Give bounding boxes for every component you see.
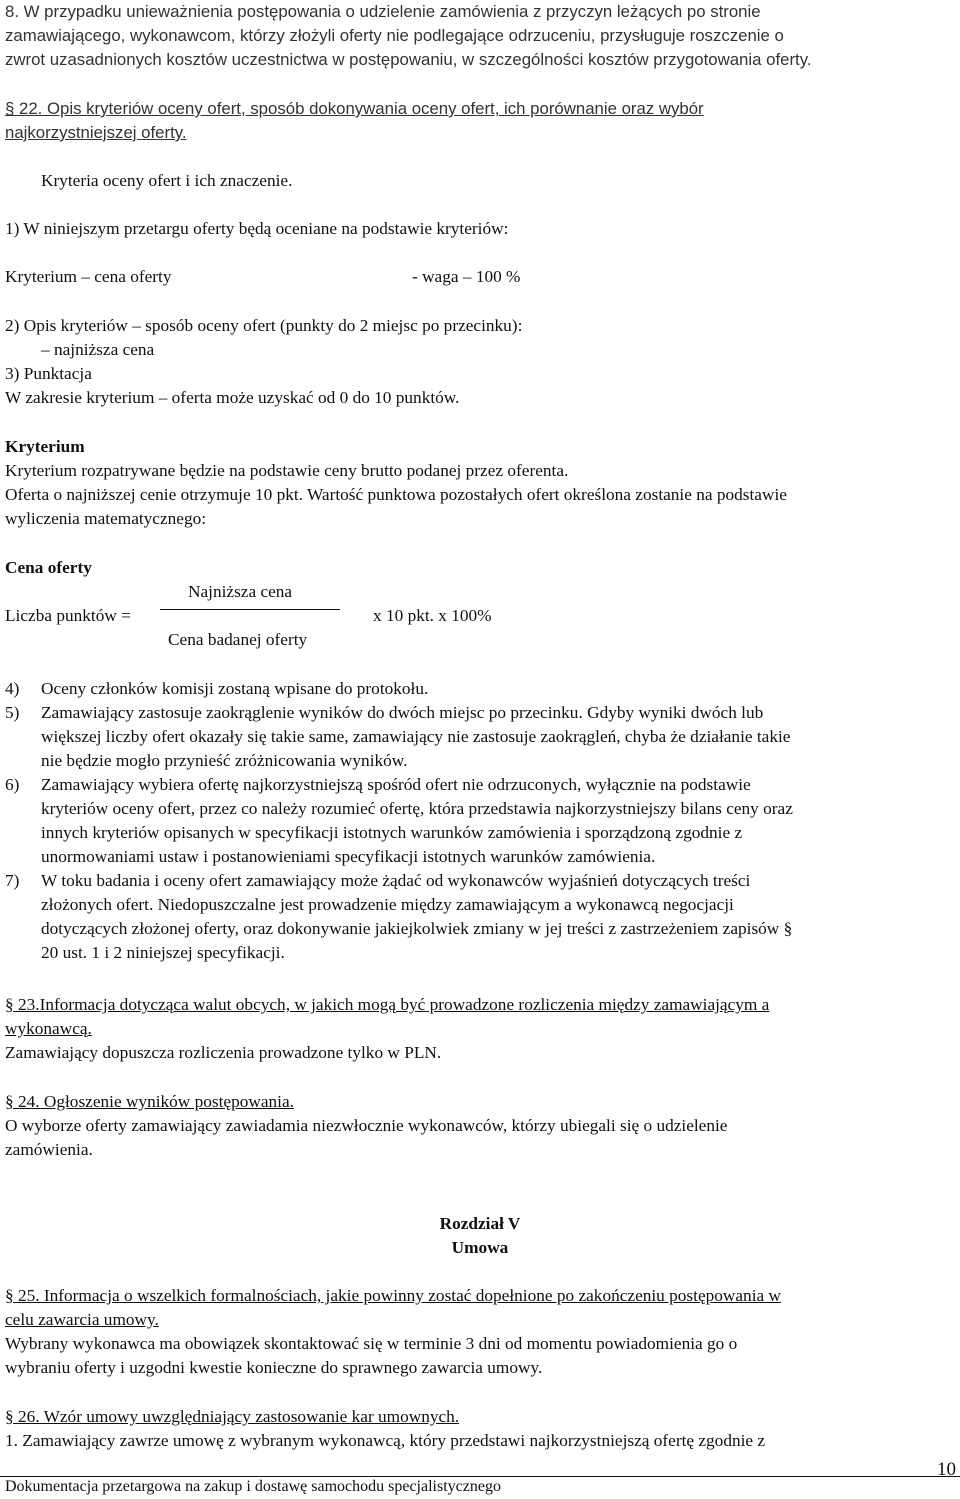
s25-heading-1: § 25. Informacja o wszelkich formalnościach, jakie powinny zostać dopełnione po zakończeniu postępowania w xyxy=(5,1286,781,1305)
criterion-weight: - waga – 100 % xyxy=(412,267,521,286)
s24-text-2: zamówienia. xyxy=(5,1140,93,1159)
list-item-line: W toku badania i oceny ofert zamawiający może żądać od wykonawców wyjaśnień dotyczących treści xyxy=(41,871,751,890)
s26-text-1: 1. Zamawiający zawrze umowę z wybranym wykonawcą, który przedstawi najkorzystniejszą ofertę zgodnie z xyxy=(5,1431,766,1450)
s23-text: Zamawiający dopuszcza rozliczenia prowadzone tylko w PLN. xyxy=(5,1043,442,1062)
list-item-number: 4) xyxy=(5,679,20,698)
s25-text-1: Wybrany wykonawca ma obowiązek skontaktować się w terminie 3 dni od momentu powiadomienia go o xyxy=(5,1334,738,1353)
list-item-line: większej liczby ofert okazały się takie same, zamawiający nie zastosuje zaokrągleń, chyba że działanie takie xyxy=(41,727,791,746)
s22-subheading: Kryteria oceny ofert i ich znaczenie. xyxy=(41,171,293,190)
list-item-line: złożonych ofert. Niedopuszczalne jest prowadzenie między zamawiającym a wykonawcą negocjacji xyxy=(41,895,734,914)
formula-right: x 10 pkt. x 100% xyxy=(373,606,492,625)
s25-heading-2: celu zawarcia umowy. xyxy=(5,1310,159,1329)
kryterium-title: Kryterium xyxy=(5,437,85,456)
formula-left: Liczba punktów = xyxy=(5,606,131,625)
s22-item-3: 3) Punktacja xyxy=(5,364,92,383)
page-number: 10 xyxy=(937,1459,956,1480)
chapter-subtitle: Umowa xyxy=(451,1238,509,1257)
s25-text-2: wybraniu oferty i uzgodni kwestie konieczne do sprawnego zawarcia umowy. xyxy=(5,1358,543,1377)
s24-heading: § 24. Ogłoszenie wyników postępowania. xyxy=(5,1092,294,1111)
s26-heading: § 26. Wzór umowy uwzględniający zastosowanie kar umownych. xyxy=(5,1407,460,1426)
s23-heading-2: wykonawcą. xyxy=(5,1019,92,1038)
list-item-line: Zamawiający wybiera ofertę najkorzystniejszą spośród ofert nie odrzuconych, wyłącznie na podstawie xyxy=(41,775,751,794)
list-item-line: Zamawiający zastosuje zaokrąglenie wyników do dwóch miejsc po przecinku. Gdyby wyniki dwóch lub xyxy=(41,703,764,722)
list-item-line: unormowaniami ustaw i postanowieniami specyfikacji istotnych warunków zamówienia. xyxy=(41,847,656,866)
s24-text-1: O wyborze oferty zamawiający zawiadamia niezwłocznie wykonawców, którzy ubiegali się o udzielenie xyxy=(5,1116,728,1135)
kryterium-line-1: Kryterium rozpatrywane będzie na podstawie ceny brutto podanej przez oferenta. xyxy=(5,461,569,480)
list-item-line: 20 ust. 1 i 2 niniejszej specyfikacji. xyxy=(41,943,285,962)
criterion-left: Kryterium – cena oferty xyxy=(5,267,172,286)
formula-denominator: Cena badanej oferty xyxy=(168,630,308,649)
list-item-number: 5) xyxy=(5,703,20,722)
footer-divider xyxy=(0,1476,960,1477)
list-item-line: dotyczących złożonej oferty, oraz dokonywanie jakiejkolwiek zmiany w jej treści z zastrzeżeniem zapisów § xyxy=(41,919,793,938)
s23-heading-1: § 23.Informacja dotycząca walut obcych, w jakich mogą być prowadzone rozliczenia między zamawiającym a xyxy=(5,995,770,1014)
s8-line-1: 8. W przypadku unieważnienia postępowania o udzielenie zamówienia z przyczyn leżących po stronie xyxy=(5,2,761,21)
list-item-line: Oceny członków komisji zostaną wpisane do protokołu. xyxy=(41,679,429,698)
list-item-number: 6) xyxy=(5,775,20,794)
s22-item-3-text: W zakresie kryterium – oferta może uzyskać od 0 do 10 punktów. xyxy=(5,388,460,407)
s22-item-2: 2) Opis kryteriów – sposób oceny ofert (punkty do 2 miejsc po przecinku): xyxy=(5,316,523,335)
s22-item-1: 1) W niniejszym przetargu oferty będą oceniane na podstawie kryteriów: xyxy=(5,219,509,238)
list-item-line: innych kryteriów opisanych w specyfikacji istotnych warunków zamówienia i sporządzoną zgodnie z xyxy=(41,823,743,842)
list-item-number: 7) xyxy=(5,871,20,890)
s22-item-2-sub: – najniższa cena xyxy=(41,340,155,359)
s8-line-2: zamawiającego, wykonawcom, którzy złożyli oferty nie podlegające odrzuceniu, przysługuje roszczenie o xyxy=(5,26,784,45)
cena-oferty-title: Cena oferty xyxy=(5,558,92,577)
formula-numerator: Najniższa cena xyxy=(188,582,293,601)
footer-text: Dokumentacja przetargowa na zakup i dostawę samochodu specjalistycznego xyxy=(5,1478,501,1495)
list-item-line: nie będzie mogło przynieść zróżnicowania wyników. xyxy=(41,751,408,770)
list-item-line: kryteriów oceny ofert, przez co należy rozumieć ofertę, która przedstawia najkorzystniejszy bilans ceny oraz xyxy=(41,799,793,818)
kryterium-line-3: wyliczenia matematycznego: xyxy=(5,509,207,528)
s8-line-3: zwrot uzasadnionych kosztów uczestnictwa w postępowaniu, w szczególności kosztów przygotowania oferty. xyxy=(5,50,812,69)
chapter-title: Rozdział V xyxy=(439,1214,521,1233)
s22-heading-2: najkorzystniejszej oferty. xyxy=(5,123,187,142)
kryterium-line-2: Oferta o najniższej cenie otrzymuje 10 pkt. Wartość punktowa pozostałych ofert określona zostanie na podstawie xyxy=(5,485,787,504)
s22-heading-1: § 22. Opis kryteriów oceny ofert, sposób dokonywania oceny ofert, ich porównanie oraz wybór xyxy=(5,99,704,118)
